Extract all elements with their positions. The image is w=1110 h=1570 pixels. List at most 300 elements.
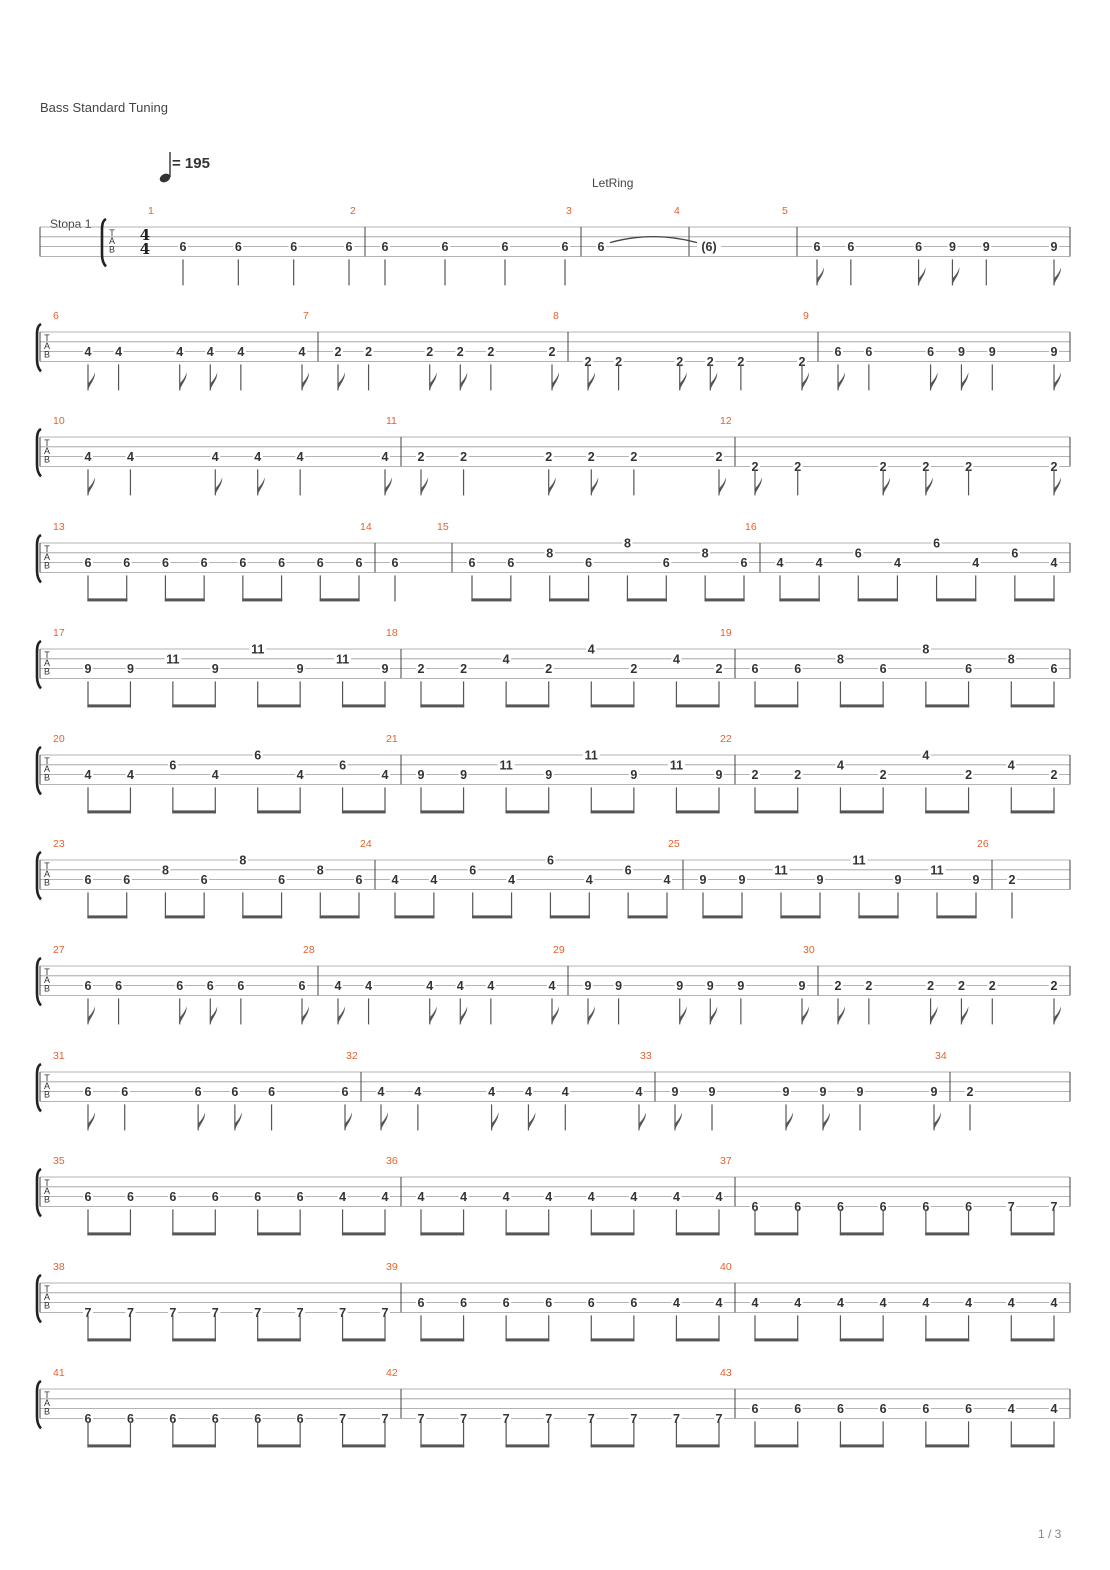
fret-number: 6 [381, 240, 389, 255]
beam [591, 1444, 635, 1447]
fret-number: 6 [126, 1190, 134, 1205]
tab-clef-letter: B [43, 1089, 51, 1100]
fret-number: 11 [852, 853, 866, 868]
beam [591, 704, 635, 707]
fret-number: 6 [84, 1411, 92, 1426]
beam [676, 810, 720, 813]
tab-clef-letter: A [43, 1186, 51, 1197]
beam [628, 915, 668, 918]
fret-number: 11 [335, 652, 350, 667]
fret-number: 9 [856, 1085, 864, 1100]
tab-clef-letter: T [44, 438, 50, 448]
measure [803, 944, 1070, 1024]
fret-number: 7 [545, 1411, 553, 1426]
fret-number: 6 [585, 556, 593, 571]
fret-number: 7 [630, 1411, 638, 1426]
fret-number: 2 [676, 354, 684, 369]
tab-clef-letter: T [44, 1073, 50, 1083]
fret-number: 9 [699, 873, 707, 888]
eighth-flag [838, 372, 845, 390]
eighth-flag [235, 1112, 242, 1130]
eighth-flag [883, 477, 890, 495]
eighth-flag [786, 1112, 793, 1130]
bar-number: 14 [360, 521, 372, 533]
fret-number: 4 [296, 450, 304, 465]
fret-number: 4 [836, 758, 844, 773]
fret-number: 9 [545, 768, 553, 783]
beam [257, 1338, 301, 1341]
eighth-flag [719, 477, 726, 495]
fret-number: 4 [430, 873, 438, 888]
fret-number: 4 [751, 1296, 759, 1311]
eighth-flag [385, 477, 392, 495]
beam [342, 1232, 386, 1235]
page-number: 1 / 3 [1038, 1527, 1062, 1541]
beam [779, 598, 819, 601]
tab-clef-letter: A [43, 341, 51, 352]
fret-number: 4 [715, 1190, 723, 1205]
fret-number: 9 [630, 768, 638, 783]
fret-number: 9 [988, 345, 996, 360]
tab-system [37, 627, 1070, 707]
fret-number: 6 [460, 1296, 468, 1311]
beam [925, 1338, 969, 1341]
measure [386, 1155, 735, 1235]
fret-number: 6 [237, 979, 245, 994]
fret-number: 4 [460, 1190, 468, 1205]
fret-number: 4 [893, 556, 901, 571]
fret-number: 4 [206, 345, 214, 360]
fret-number: 6 [794, 1199, 802, 1214]
fret-number: 6 [469, 863, 477, 878]
fret-number: 7 [211, 1305, 219, 1320]
fret-number: 4 [126, 450, 134, 465]
tab-clef-letter: B [43, 349, 51, 360]
fret-number: 6 [502, 1296, 510, 1311]
fret-number: 6 [179, 240, 187, 255]
tab-system [37, 944, 1070, 1024]
eighth-flag [802, 1006, 809, 1024]
fret-number: 4 [587, 642, 595, 657]
fret-number: 2 [751, 459, 759, 474]
fret-number: 4 [334, 979, 342, 994]
fret-number: 7 [672, 1411, 680, 1426]
fret-number: 6 [254, 1411, 262, 1426]
fret-number: 8 [546, 546, 554, 561]
beam [1011, 704, 1055, 707]
beam [506, 1232, 550, 1235]
fret-number: 2 [965, 768, 973, 783]
beam [242, 598, 282, 601]
fret-number: 6 [161, 556, 169, 571]
beam [754, 1338, 798, 1341]
fret-number: 4 [922, 748, 930, 763]
eighth-flag [1054, 1006, 1061, 1024]
fret-number: 4 [922, 1296, 930, 1311]
tab-system [37, 415, 1070, 495]
tab-clef-letter: B [43, 1300, 51, 1311]
fret-number: 6 [254, 748, 262, 763]
fret-number: 2 [548, 345, 556, 360]
eighth-flag [710, 372, 717, 390]
fret-number: 4 [426, 979, 434, 994]
tab-clef-letter: B [43, 666, 51, 677]
beam [172, 1338, 216, 1341]
fret-number: 2 [545, 450, 553, 465]
fret-number: 6 [561, 240, 569, 255]
fret-number: 2 [417, 662, 425, 677]
fret-number: 6 [965, 1402, 973, 1417]
fret-number: 11 [251, 642, 265, 657]
fret-number: 6 [211, 1190, 219, 1205]
beam [925, 1232, 969, 1235]
beam [936, 598, 976, 601]
tab-clef-letter: A [43, 764, 51, 775]
fret-number: 6 [545, 1296, 553, 1311]
eighth-flag [931, 1006, 938, 1024]
fret-number: 4 [381, 1190, 389, 1205]
eighth-flag [817, 267, 824, 285]
fret-number: 7 [169, 1305, 177, 1320]
fret-number: 9 [417, 768, 425, 783]
measure [360, 838, 683, 918]
fret-number: 6 [234, 240, 242, 255]
beam [858, 915, 898, 918]
fret-number: 9 [460, 768, 468, 783]
beam [342, 704, 386, 707]
fret-number: 4 [879, 1296, 887, 1311]
fret-number: 6 [123, 873, 131, 888]
fret-number: 4 [456, 979, 464, 994]
eighth-flag [552, 1006, 559, 1024]
eighth-flag [675, 1112, 682, 1130]
fret-number: 2 [879, 768, 887, 783]
measure [53, 838, 375, 918]
fret-number: 4 [414, 1085, 422, 1100]
beam [420, 1338, 464, 1341]
tab-clef-letter: A [108, 236, 116, 247]
tab-clef-letter: A [43, 869, 51, 880]
fret-number: 9 [738, 873, 746, 888]
fret-number: 6 [84, 1190, 92, 1205]
tab-system [37, 1261, 1070, 1341]
measure [53, 1050, 361, 1130]
tab-clef-letter: A [43, 975, 51, 986]
tab-clef-letter: T [44, 967, 50, 977]
measure [720, 1367, 1070, 1447]
fret-number: 4 [254, 450, 262, 465]
measure [553, 944, 818, 1024]
fret-number: 2 [630, 450, 638, 465]
fret-number: 6 [597, 240, 605, 255]
beam [165, 915, 205, 918]
measure [53, 1155, 401, 1235]
eighth-flag [210, 1006, 217, 1024]
beam [1014, 598, 1054, 601]
bar-number: 33 [640, 1050, 652, 1062]
beam [676, 1232, 720, 1235]
beam [840, 1232, 884, 1235]
tab-clef-letter: A [43, 658, 51, 669]
beam [394, 915, 434, 918]
measure [148, 205, 365, 285]
fret-number: 6 [200, 873, 208, 888]
fret-number: 4 [548, 979, 556, 994]
bar-number: 8 [553, 310, 559, 322]
measure [53, 1261, 401, 1341]
fret-number: 6 [441, 240, 449, 255]
beam [172, 1444, 216, 1447]
bar-number: 13 [53, 521, 65, 533]
fret-number: 6 [624, 863, 632, 878]
fret-number: 6 [278, 873, 286, 888]
beam [342, 1338, 386, 1341]
measure [720, 733, 1070, 813]
bar-number: 36 [386, 1155, 398, 1167]
bar-number: 11 [386, 415, 397, 427]
measure [640, 1050, 950, 1130]
fret-number: 6 [345, 240, 353, 255]
eighth-flag [1054, 477, 1061, 495]
fret-number: 9 [381, 662, 389, 677]
bar-number: 42 [386, 1367, 398, 1379]
eighth-flag [1054, 372, 1061, 390]
measure [720, 1261, 1070, 1341]
eighth-flag [258, 477, 265, 495]
eighth-flag [838, 1006, 845, 1024]
measure [720, 627, 1070, 707]
beam [87, 810, 131, 813]
tab-clef-letter: T [44, 1284, 50, 1294]
fret-number: 2 [834, 979, 842, 994]
fret-number: 6 [1050, 662, 1058, 677]
fret-number: 6 [355, 556, 363, 571]
fret-number: 6 [169, 1190, 177, 1205]
fret-number: 9 [84, 662, 92, 677]
beam [506, 1444, 550, 1447]
fret-number: 6 [200, 556, 208, 571]
fret-number: 2 [737, 354, 745, 369]
beam [87, 1338, 131, 1341]
fret-number: 8 [161, 863, 169, 878]
fret-number: 2 [922, 459, 930, 474]
fret-number: 6 [268, 1085, 276, 1100]
measure [350, 205, 581, 285]
bar-number: 10 [53, 415, 65, 427]
beam [925, 704, 969, 707]
bar-number: 41 [53, 1367, 65, 1379]
measure [745, 521, 1070, 601]
fret-number: 6 [751, 1402, 759, 1417]
fret-number: 11 [499, 758, 513, 773]
fret-number: 6 [278, 556, 286, 571]
eighth-flag [88, 1006, 95, 1024]
beam [506, 704, 550, 707]
fret-number: 2 [966, 1085, 974, 1100]
fret-number: 6 [391, 556, 399, 571]
fret-number: 4 [524, 1085, 532, 1100]
fret-number: 6 [933, 536, 941, 551]
fret-number: 2 [456, 345, 464, 360]
fret-number: 4 [715, 1296, 723, 1311]
fret-number: 4 [672, 1296, 680, 1311]
bar-number: 38 [53, 1261, 65, 1273]
fret-number: 9 [894, 873, 902, 888]
fret-number: 8 [623, 536, 631, 551]
measure [935, 1050, 1070, 1130]
fret-number: 6 [501, 240, 509, 255]
beam [257, 1444, 301, 1447]
fret-number: 6 [123, 556, 131, 571]
eighth-flag [460, 1006, 467, 1024]
beam [342, 810, 386, 813]
eighth-flag [492, 1112, 499, 1130]
bar-number: 12 [720, 415, 732, 427]
fret-number: 6 [468, 556, 476, 571]
eighth-flag [338, 1006, 345, 1024]
beam [1011, 1338, 1055, 1341]
fret-number: 4 [339, 1190, 347, 1205]
beam [420, 704, 464, 707]
bar-number: 27 [53, 944, 65, 956]
measure [386, 733, 735, 813]
beam [87, 915, 127, 918]
fret-number: 6 [834, 345, 842, 360]
measure [720, 415, 1070, 495]
bar-number: 40 [720, 1261, 732, 1273]
fret-number: 8 [316, 863, 324, 878]
fret-number: 4 [545, 1190, 553, 1205]
beam [172, 704, 216, 707]
fret-number: 4 [237, 345, 245, 360]
eighth-flag [430, 1006, 437, 1024]
fret-number: 6 [211, 1411, 219, 1426]
measure [346, 1050, 655, 1130]
fret-number: 2 [706, 354, 714, 369]
fret-number: 9 [798, 979, 806, 994]
bar-number: 34 [935, 1050, 947, 1062]
fret-number: 2 [957, 979, 965, 994]
fret-number: 2 [1050, 768, 1058, 783]
eighth-flag [180, 372, 187, 390]
eighth-flag [961, 1006, 968, 1024]
beam [840, 810, 884, 813]
measure [437, 521, 760, 601]
beam [1011, 1232, 1055, 1235]
eighth-flag [198, 1112, 205, 1130]
eighth-flag [549, 477, 556, 495]
fret-number: 4 [561, 1085, 569, 1100]
fret-number: 4 [635, 1085, 643, 1100]
bar-number: 24 [360, 838, 372, 850]
fret-number: 9 [211, 662, 219, 677]
fret-number: 9 [706, 979, 714, 994]
fret-number: 9 [1050, 345, 1058, 360]
fret-number: 8 [1007, 652, 1015, 667]
fret-number: 7 [84, 1305, 92, 1320]
beam [471, 598, 511, 601]
tab-system [37, 310, 1070, 390]
fret-number: 6 [121, 1085, 129, 1100]
beam [840, 704, 884, 707]
fret-number: 2 [751, 768, 759, 783]
fret-number: 4 [1007, 1296, 1015, 1311]
eighth-flag [680, 1006, 687, 1024]
fret-number: 6 [169, 1411, 177, 1426]
measure [553, 310, 818, 390]
fret-number: 6 [965, 662, 973, 677]
beam [858, 598, 898, 601]
beam [506, 810, 550, 813]
tab-system [37, 1050, 1070, 1130]
fret-number: 4 [965, 1296, 973, 1311]
fret-number: 4 [381, 768, 389, 783]
tab-clef-letter: B [43, 560, 51, 571]
fret-number: 6 [836, 1402, 844, 1417]
fret-number: 7 [296, 1305, 304, 1320]
fret-number: 4 [211, 450, 219, 465]
fret-number: 7 [587, 1411, 595, 1426]
beam [320, 598, 360, 601]
eighth-flag [381, 1112, 388, 1130]
tab-system [40, 205, 1070, 285]
fret-number: 6 [836, 1199, 844, 1214]
fret-number: 4 [502, 652, 510, 667]
fret-number: 4 [211, 768, 219, 783]
beam [320, 915, 360, 918]
fret-number: 9 [819, 1085, 827, 1100]
fret-number: 2 [587, 450, 595, 465]
fret-number: 11 [930, 863, 944, 878]
fret-number: 9 [671, 1085, 679, 1100]
tab-clef-letter: T [109, 228, 115, 238]
fret-number: 2 [615, 354, 623, 369]
eighth-flag [552, 372, 559, 390]
fret-number: 6 [339, 758, 347, 773]
fret-number: 6 [922, 1402, 930, 1417]
fret-number: 2 [487, 345, 495, 360]
fret-number: 6 [915, 240, 923, 255]
fret-number: 2 [365, 345, 373, 360]
measure [360, 521, 452, 601]
fret-number: 2 [417, 450, 425, 465]
bar-number: 17 [53, 627, 65, 639]
tab-clef-letter: T [44, 861, 50, 871]
eighth-flag [919, 267, 926, 285]
fret-number: 2 [334, 345, 342, 360]
fret-number: 4 [296, 768, 304, 783]
fret-number: 8 [701, 546, 709, 561]
track-name: Stopa 1 [50, 217, 92, 231]
fret-number: 6 [194, 1085, 202, 1100]
fret-number: 2 [630, 662, 638, 677]
fret-number: 9 [737, 979, 745, 994]
tab-clef-letter: B [43, 983, 51, 994]
fret-number: 6 [879, 662, 887, 677]
eighth-flag [528, 1112, 535, 1130]
tab-clef-letter: T [44, 650, 50, 660]
fret-number: 6 [879, 1199, 887, 1214]
fret-number: 7 [339, 1411, 347, 1426]
beam [242, 915, 282, 918]
fret-number: 4 [126, 768, 134, 783]
bar-number: 30 [803, 944, 815, 956]
fret-number: 2 [965, 459, 973, 474]
fret-number: 6 [206, 979, 214, 994]
fret-number: 6 [355, 873, 363, 888]
fret-number: 4 [1050, 1296, 1058, 1311]
fret-number: 6 [751, 1199, 759, 1214]
